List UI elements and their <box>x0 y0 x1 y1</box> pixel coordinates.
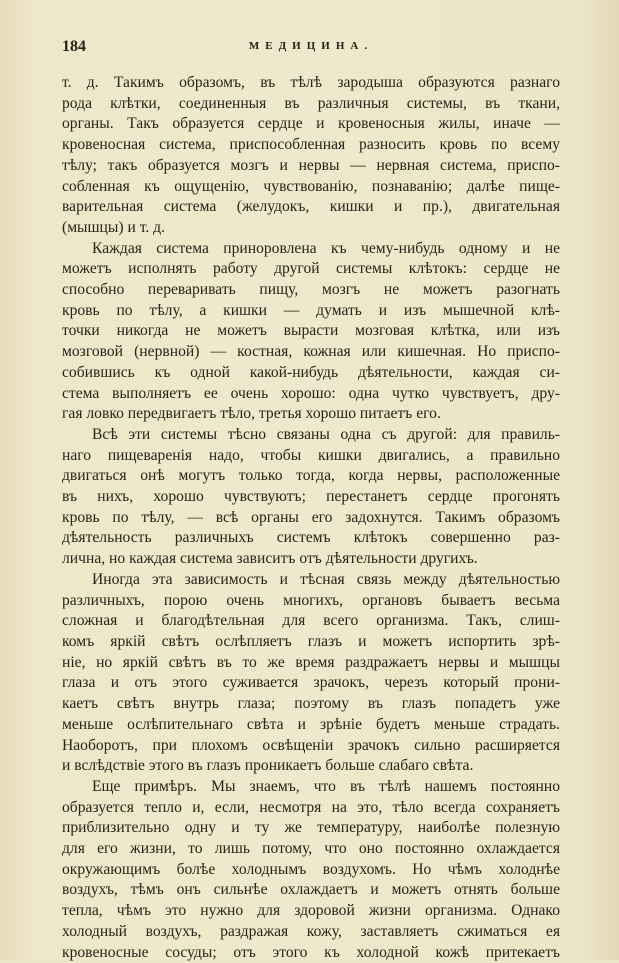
text-line: дѣятельность различныхъ системъ клѣтокъ совершенно раз- <box>62 529 560 547</box>
text-line: двигаться онѣ могутъ только тогда, когда нервы, расположенные <box>62 467 560 485</box>
text-line: каетъ свѣтъ внутрь глаза; поэтому въ глазъ попадетъ уже <box>62 695 560 713</box>
text-line: Всѣ эти системы тѣсно связаны одна съ другой: для правиль- <box>92 425 560 443</box>
text-line: и вслѣдствіе этого въ глазъ проникаетъ больше слабаго свѣта. <box>62 757 474 775</box>
text-line: наго пищеваренія надо, чтобы кишки двигались, а правильно <box>62 446 560 464</box>
text-line: ніе, но яркій свѣтъ въ то же время раздражаетъ нервы и мышцы <box>62 653 560 671</box>
text-line: воздухъ, тѣмъ онъ сильнѣе охлаждаетъ и можетъ отнять больше <box>62 881 560 899</box>
text-line: Иногда эта зависимость и тѣсная связь между дѣятельностью <box>92 570 560 588</box>
text-line: приблизительно одну и ту же температуру, наиболѣе полезную <box>62 819 560 837</box>
text-line: кровь по тѣлу, — всѣ органы его задохнутся. Такимъ образомъ <box>62 508 560 526</box>
text-line: тѣлу; такъ образуется мозгъ и нервы — нервная система, приспо- <box>62 156 560 174</box>
text-line: глаза и отъ этого суживается зрачокъ, черезъ который прони- <box>62 674 560 692</box>
text-line: различныхъ, порою очень многихъ, органовъ бываетъ весьма <box>62 591 560 609</box>
text-line: комъ яркій свѣтъ ослѣпляетъ глазъ и можетъ испортить зрѣ- <box>62 632 560 650</box>
text-line: Каждая система приноровлена къ чему-нибудь одному и не <box>92 239 560 257</box>
text-line: Еще примѣръ. Мы знаемъ, что въ тѣлѣ нашемъ постоянно <box>92 777 560 795</box>
text-line: собленная къ ощущенію, чувствованію, познаванію; далѣе пище- <box>62 177 560 195</box>
text-line: меньше ослѣпительнаго свѣта и зрѣніе будетъ меньше страдать. <box>62 715 560 733</box>
text-line: варительная система (желудокъ, кишки и пр.), двигательная <box>62 198 560 216</box>
text-line: точки никогда не можетъ вырасти мозговая клѣтка, или изъ <box>62 322 560 340</box>
text-line: т. д. Такимъ образомъ, въ тѣлѣ зародыша образуются разнаго <box>62 74 560 91</box>
text-line: стема выполняетъ ее очень хорошо: одна чутко чувствуетъ, дру- <box>62 384 560 402</box>
text-line: (мышцы) и т. д. <box>62 218 165 236</box>
text-line: гая ловко передвигаетъ тѣло, третья хорошо питаетъ его. <box>62 405 441 423</box>
text-line: сложная и благодѣтельная для всего организма. Такъ, слиш- <box>62 612 560 630</box>
text-line: въ нихъ, хорошо чувствуютъ; перестанетъ сердце прогонять <box>62 488 560 506</box>
text-line: кровеносная система, приспособленная разносить кровь по всему <box>62 136 560 154</box>
text-line: можетъ исполнять работу другой системы клѣтокъ: сердце не <box>62 260 560 278</box>
text-line: для его жизни, то лишь потому, что оно постоянно охлаждается <box>62 840 560 858</box>
text-line: образуется тепло и, если, несмотря на это, тѣло всегда сохраняетъ <box>62 798 560 816</box>
text-line: лична, но каждая система зависитъ отъ дѣятельности другихъ. <box>62 550 478 568</box>
text-line: кровь по тѣлу, а кишки — думать и изъ мышечной клѣ- <box>62 301 560 319</box>
text-line: Наоборотъ, при плохомъ освѣщеніи зрачокъ сильно расширяется <box>62 736 560 754</box>
text-line: холодный воздухъ, раздражая кожу, заставляетъ сжиматься ея <box>62 922 560 940</box>
page-header <box>62 38 560 58</box>
page-number: 184 <box>62 38 86 55</box>
text-line: кровеносные сосуды; отъ этого къ холодной кожѣ притекаетъ <box>62 943 560 961</box>
text-line: органы. Такъ образуется сердце и кровеносныя жилы, иначе — <box>62 115 560 133</box>
text-line: мозговой (нервной) — костная, кожная или кишечная. Но приспо- <box>62 343 560 361</box>
text-line: собившись къ одной какой-нибудь дѣятельности, каждая си- <box>62 363 560 381</box>
text-line: рода клѣтки, соединенныя въ различныя системы, въ ткани, <box>62 94 560 112</box>
text-line: окружающимъ болѣе холоднымъ воздухомъ. Но чѣмъ холоднѣе <box>62 860 560 878</box>
body-text <box>62 73 560 963</box>
text-line: способно переваривать пищу, мозгъ не можетъ разогнать <box>62 281 560 299</box>
running-title: МЕДИЦИНА. <box>248 40 374 52</box>
text-line: тепла, чѣмъ это нужно для здоровой жизни организма. Однако <box>62 902 560 920</box>
